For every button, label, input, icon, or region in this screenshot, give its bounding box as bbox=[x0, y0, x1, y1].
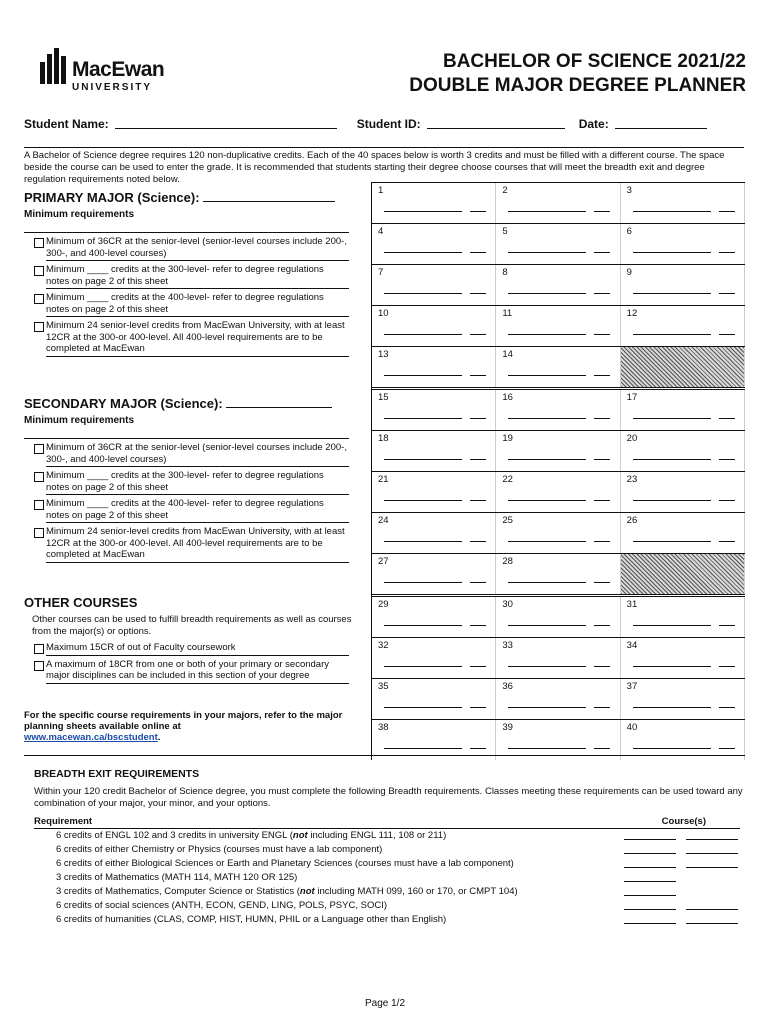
course-field[interactable] bbox=[633, 625, 711, 626]
req-item[interactable]: Minimum 24 senior-level credits from MacEwan University, with at least 12CR at the 300-or 400-level. All 400-level requirements are to be completed at MacEwan bbox=[24, 526, 349, 563]
course-row bbox=[372, 223, 745, 264]
grade-field[interactable] bbox=[594, 293, 610, 294]
grade-field[interactable] bbox=[594, 707, 610, 708]
course-entry-field[interactable] bbox=[686, 899, 738, 913]
grade-field[interactable] bbox=[719, 666, 735, 667]
requirement-header: Requirement bbox=[34, 816, 93, 827]
course-field[interactable] bbox=[633, 252, 711, 253]
course-slot[interactable] bbox=[496, 347, 620, 387]
breadth-section bbox=[24, 755, 745, 927]
course-field[interactable] bbox=[508, 375, 586, 376]
course-field[interactable] bbox=[508, 748, 586, 749]
breadth-row bbox=[34, 843, 740, 857]
breadth-title: BREADTH EXIT REQUIREMENTS bbox=[34, 768, 200, 780]
course-slot[interactable] bbox=[496, 638, 620, 678]
checkbox[interactable] bbox=[34, 644, 44, 654]
course-slot[interactable] bbox=[372, 679, 496, 719]
course-slot[interactable] bbox=[372, 183, 496, 223]
other-courses-desc: Other courses can be used to fulfill breadth requirements as well as courses from the major(s) or options. bbox=[32, 614, 352, 637]
course-slot[interactable] bbox=[496, 720, 620, 760]
logo-bars-icon bbox=[40, 48, 66, 84]
grade-field[interactable] bbox=[470, 625, 486, 626]
breadth-row bbox=[34, 829, 740, 843]
breadth-row bbox=[34, 871, 740, 885]
slot-number: 37 bbox=[626, 681, 638, 692]
course-slot[interactable] bbox=[621, 390, 745, 430]
course-slot[interactable] bbox=[496, 431, 620, 471]
slot-number: 16 bbox=[502, 392, 513, 403]
course-field[interactable] bbox=[384, 375, 462, 376]
course-entry-field bbox=[686, 871, 738, 885]
grade-field[interactable] bbox=[594, 500, 610, 501]
course-row bbox=[372, 553, 745, 594]
course-row bbox=[372, 471, 745, 512]
course-field[interactable] bbox=[384, 541, 462, 542]
course-slot[interactable] bbox=[372, 306, 496, 346]
checkbox[interactable] bbox=[34, 661, 44, 671]
grade-field[interactable] bbox=[594, 666, 610, 667]
grade-field[interactable] bbox=[719, 625, 735, 626]
breadth-requirement: 3 credits of Mathematics (MATH 114, MATH 120 OR 125) bbox=[56, 872, 298, 883]
breadth-requirement: 6 credits of either Chemistry or Physics (courses must have a lab component) bbox=[56, 844, 383, 855]
breadth-requirement: 3 credits of Mathematics, Computer Science or Statistics (not including MATH 099, 160 or 170, or CMPT 104) bbox=[56, 886, 518, 897]
course-field[interactable] bbox=[384, 293, 462, 294]
course-row bbox=[372, 678, 745, 719]
grade-field[interactable] bbox=[719, 541, 735, 542]
secondary-major-title: SECONDARY MAJOR (Science): bbox=[24, 396, 369, 411]
course-slot[interactable] bbox=[621, 472, 745, 512]
grade-field[interactable] bbox=[594, 334, 610, 335]
course-slot[interactable] bbox=[496, 554, 620, 594]
course-row bbox=[372, 389, 745, 430]
course-field[interactable] bbox=[508, 418, 586, 419]
slot-number: 1 bbox=[378, 185, 384, 196]
course-slot[interactable] bbox=[621, 513, 745, 553]
course-slot[interactable] bbox=[496, 390, 620, 430]
course-field[interactable] bbox=[633, 293, 711, 294]
course-row bbox=[372, 719, 745, 760]
slot-number: 4 bbox=[378, 226, 384, 237]
course-slot[interactable] bbox=[621, 679, 745, 719]
course-field[interactable] bbox=[508, 211, 586, 212]
grade-field[interactable] bbox=[470, 707, 486, 708]
slot-number: 36 bbox=[502, 681, 513, 692]
slot-number: 26 bbox=[626, 515, 638, 526]
course-field[interactable] bbox=[633, 211, 711, 212]
slot-number: 17 bbox=[626, 392, 638, 403]
slot-number: 14 bbox=[502, 349, 513, 360]
page-title bbox=[409, 50, 746, 98]
courses-header: Course(s) bbox=[661, 816, 706, 827]
slot-number: 32 bbox=[378, 640, 389, 651]
breadth-row bbox=[34, 899, 740, 913]
grade-field[interactable] bbox=[470, 666, 486, 667]
slot-number: 5 bbox=[502, 226, 508, 237]
course-slot[interactable] bbox=[621, 265, 745, 305]
course-field[interactable] bbox=[384, 625, 462, 626]
checkbox[interactable] bbox=[34, 472, 44, 482]
course-field[interactable] bbox=[384, 252, 462, 253]
course-field[interactable] bbox=[384, 582, 462, 583]
course-field[interactable] bbox=[384, 418, 462, 419]
course-slot[interactable] bbox=[496, 183, 620, 223]
breadth-requirement: 6 credits of social sciences (ANTH, ECON, GEND, LING, POLS, PSYC, SOCI) bbox=[56, 900, 388, 911]
intro-text: A Bachelor of Science degree requires 120 non-duplicative credits. Each of the 40 spaces below is worth 3 credits and must be filled with a different course. The space beside the course can be used to enter the grade. It is recommended that students starting their degree choose courses that will meet the breadth exit and degree regulation requirements noted below. bbox=[24, 147, 744, 186]
other-courses-section bbox=[24, 595, 369, 743]
grade-field[interactable] bbox=[470, 252, 486, 253]
grade-field[interactable] bbox=[719, 748, 735, 749]
course-field[interactable] bbox=[633, 666, 711, 667]
course-field[interactable] bbox=[384, 334, 462, 335]
checkbox[interactable] bbox=[34, 528, 44, 538]
title-line-1: BACHELOR OF SCIENCE 2021/22 bbox=[442, 51, 746, 72]
secondary-min-req-label: Minimum requirements bbox=[24, 415, 135, 426]
course-slot[interactable] bbox=[372, 720, 496, 760]
course-field[interactable] bbox=[384, 459, 462, 460]
breadth-row bbox=[34, 913, 740, 927]
course-slot[interactable] bbox=[621, 183, 745, 223]
breadth-table bbox=[34, 816, 740, 927]
slot-number: 34 bbox=[626, 640, 638, 651]
course-field[interactable] bbox=[384, 500, 462, 501]
course-row bbox=[372, 305, 745, 346]
course-slot[interactable] bbox=[621, 431, 745, 471]
course-field[interactable] bbox=[384, 707, 462, 708]
course-field[interactable] bbox=[508, 625, 586, 626]
grade-field[interactable] bbox=[470, 541, 486, 542]
course-field[interactable] bbox=[633, 334, 711, 335]
course-row bbox=[372, 430, 745, 471]
course-slot[interactable] bbox=[496, 513, 620, 553]
course-entry-field[interactable] bbox=[686, 843, 738, 857]
breadth-requirement: 6 credits of humanities (CLAS, COMP, HIST, HUMN, PHIL or a Language other than English) bbox=[56, 914, 447, 925]
req-item[interactable]: Minimum ____ credits at the 400-level- refer to degree regulations notes on page 2 of this sheet bbox=[24, 498, 349, 523]
slot-number: 20 bbox=[626, 433, 638, 444]
req-item[interactable]: Minimum of 36CR at the senior-level (senior-level courses include 200-, 300-, and 400-level courses) bbox=[24, 442, 349, 467]
grade-field[interactable] bbox=[719, 293, 735, 294]
course-slot[interactable] bbox=[496, 306, 620, 346]
course-slot[interactable] bbox=[621, 306, 745, 346]
course-entry-field[interactable] bbox=[624, 857, 676, 871]
primary-major-title: PRIMARY MAJOR (Science): bbox=[24, 190, 369, 205]
date-label: Date: bbox=[578, 117, 609, 131]
checkbox[interactable] bbox=[34, 294, 44, 304]
course-field[interactable] bbox=[633, 500, 711, 501]
course-field[interactable] bbox=[508, 666, 586, 667]
student-name-label: Student Name: bbox=[24, 117, 109, 131]
slot-number: 6 bbox=[626, 226, 632, 237]
grade-field[interactable] bbox=[470, 334, 486, 335]
breadth-requirement: 6 credits of either Biological Sciences or Earth and Planetary Sciences (courses must have a lab component) bbox=[56, 858, 514, 869]
primary-req-list bbox=[24, 232, 349, 357]
course-field[interactable] bbox=[508, 334, 586, 335]
slot-number: 18 bbox=[378, 433, 389, 444]
course-slot[interactable] bbox=[372, 472, 496, 512]
date-field[interactable] bbox=[615, 117, 707, 129]
grade-field[interactable] bbox=[470, 748, 486, 749]
slot-number: 13 bbox=[378, 349, 389, 360]
slot-number: 9 bbox=[626, 267, 632, 278]
macewan-logo bbox=[40, 48, 200, 96]
course-entry-field bbox=[686, 885, 738, 899]
course-slot[interactable] bbox=[496, 224, 620, 264]
grade-field[interactable] bbox=[719, 334, 735, 335]
course-field[interactable] bbox=[508, 541, 586, 542]
course-field[interactable] bbox=[384, 211, 462, 212]
grade-field[interactable] bbox=[470, 211, 486, 212]
course-field[interactable] bbox=[633, 748, 711, 749]
req-item[interactable]: A maximum of 18CR from one or both of your primary or secondary major disciplines can be included in this section of your degree bbox=[24, 659, 349, 684]
secondary-req-list bbox=[24, 438, 349, 563]
course-field[interactable] bbox=[508, 582, 586, 583]
checkbox[interactable] bbox=[34, 266, 44, 276]
primary-major-field[interactable] bbox=[203, 190, 335, 202]
course-slot[interactable] bbox=[372, 224, 496, 264]
grade-field[interactable] bbox=[470, 375, 486, 376]
course-field[interactable] bbox=[508, 252, 586, 253]
course-slot[interactable] bbox=[372, 513, 496, 553]
checkbox[interactable] bbox=[34, 238, 44, 248]
slot-number: 24 bbox=[378, 515, 389, 526]
course-entry-field[interactable] bbox=[686, 913, 738, 927]
req-item[interactable]: Minimum ____ credits at the 400-level- refer to degree regulations notes on page 2 of this sheet bbox=[24, 292, 349, 317]
student-info-row bbox=[24, 117, 744, 131]
slot-number: 22 bbox=[502, 474, 513, 485]
slot-number: 38 bbox=[378, 722, 389, 733]
grade-field[interactable] bbox=[594, 582, 610, 583]
course-field[interactable] bbox=[633, 541, 711, 542]
other-courses-title: OTHER COURSES bbox=[24, 595, 138, 610]
grade-field[interactable] bbox=[594, 748, 610, 749]
course-slot[interactable] bbox=[372, 597, 496, 637]
grade-field[interactable] bbox=[470, 418, 486, 419]
unused-slot bbox=[621, 554, 745, 594]
grade-field[interactable] bbox=[594, 625, 610, 626]
course-slot[interactable] bbox=[496, 597, 620, 637]
course-slot[interactable] bbox=[372, 390, 496, 430]
course-row bbox=[372, 596, 745, 637]
slot-number: 29 bbox=[378, 599, 389, 610]
grade-field[interactable] bbox=[470, 293, 486, 294]
grade-field[interactable] bbox=[719, 252, 735, 253]
course-row bbox=[372, 346, 745, 387]
req-item[interactable]: Minimum 24 senior-level credits from MacEwan University, with at least 12CR at the 300-or 400-level. All 400-level requirements are to be completed at MacEwan bbox=[24, 320, 349, 357]
logo-name: MacEwan bbox=[72, 58, 165, 81]
course-row bbox=[372, 182, 745, 223]
slot-number: 11 bbox=[502, 308, 513, 319]
course-field[interactable] bbox=[633, 707, 711, 708]
student-id-label: Student ID: bbox=[356, 117, 421, 131]
course-slot[interactable] bbox=[621, 720, 745, 760]
course-field[interactable] bbox=[633, 459, 711, 460]
course-entry-field[interactable] bbox=[624, 913, 676, 927]
course-entry-field[interactable] bbox=[624, 899, 676, 913]
course-slot[interactable] bbox=[621, 638, 745, 678]
grade-field[interactable] bbox=[719, 418, 735, 419]
slot-number: 25 bbox=[502, 515, 513, 526]
slot-number: 27 bbox=[378, 556, 389, 567]
course-grid bbox=[371, 182, 745, 760]
breadth-requirement: 6 credits of ENGL 102 and 3 credits in university ENGL (not including ENGL 111, 108 or 211) bbox=[56, 830, 447, 841]
slot-number: 8 bbox=[502, 267, 508, 278]
other-req-list bbox=[24, 642, 349, 684]
course-field[interactable] bbox=[508, 707, 586, 708]
breadth-row bbox=[34, 885, 740, 899]
slot-number: 40 bbox=[626, 722, 638, 733]
slot-number: 30 bbox=[502, 599, 513, 610]
slot-number: 7 bbox=[378, 267, 384, 278]
slot-number: 35 bbox=[378, 681, 389, 692]
slot-number: 21 bbox=[378, 474, 389, 485]
page-number: Page 1/2 bbox=[364, 998, 406, 1009]
unused-slot bbox=[621, 347, 745, 387]
course-entry-field[interactable] bbox=[624, 829, 676, 843]
primary-major-section bbox=[24, 190, 369, 357]
slot-number: 31 bbox=[626, 599, 638, 610]
breadth-desc: Within your 120 credit Bachelor of Science degree, you must complete the following Breadth requirements. Classes meeting these requirements can be used toward any combination of your major, your minor, and your options. bbox=[34, 786, 743, 809]
grade-field[interactable] bbox=[470, 459, 486, 460]
grade-field[interactable] bbox=[719, 707, 735, 708]
course-field[interactable] bbox=[384, 748, 462, 749]
title-line-2: DOUBLE MAJOR DEGREE PLANNER bbox=[409, 75, 746, 96]
course-slot[interactable] bbox=[372, 265, 496, 305]
course-slot[interactable] bbox=[372, 638, 496, 678]
slot-number: 3 bbox=[626, 185, 632, 196]
grade-field[interactable] bbox=[470, 582, 486, 583]
breadth-table-header bbox=[34, 816, 740, 829]
course-row bbox=[372, 637, 745, 678]
slot-number: 33 bbox=[502, 640, 513, 651]
grade-field[interactable] bbox=[470, 500, 486, 501]
grade-field[interactable] bbox=[594, 459, 610, 460]
course-slot[interactable] bbox=[372, 347, 496, 387]
course-slot[interactable] bbox=[496, 472, 620, 512]
slot-number: 28 bbox=[502, 556, 513, 567]
course-slot[interactable] bbox=[372, 431, 496, 471]
course-slot[interactable] bbox=[496, 679, 620, 719]
grade-field[interactable] bbox=[719, 459, 735, 460]
slot-number: 2 bbox=[502, 185, 508, 196]
checkbox[interactable] bbox=[34, 322, 44, 332]
course-entry-field[interactable] bbox=[624, 885, 676, 899]
course-field[interactable] bbox=[508, 293, 586, 294]
grade-field[interactable] bbox=[719, 211, 735, 212]
header bbox=[0, 0, 770, 110]
course-field[interactable] bbox=[384, 666, 462, 667]
course-field[interactable] bbox=[633, 418, 711, 419]
req-item[interactable]: Minimum ____ credits at the 300-level- refer to degree regulations notes on page 2 of this sheet bbox=[24, 470, 349, 495]
course-entry-field[interactable] bbox=[624, 871, 676, 885]
grade-field[interactable] bbox=[594, 375, 610, 376]
req-item[interactable]: Minimum of 36CR at the senior-level (senior-level courses include 200-, 300-, and 400-level courses) bbox=[24, 236, 349, 261]
course-field[interactable] bbox=[508, 459, 586, 460]
logo-sub: UNIVERSITY bbox=[72, 82, 153, 93]
course-row bbox=[372, 264, 745, 305]
course-slot[interactable] bbox=[621, 597, 745, 637]
course-slot[interactable] bbox=[372, 554, 496, 594]
primary-min-req-label: Minimum requirements bbox=[24, 209, 135, 220]
course-entry-field[interactable] bbox=[686, 857, 738, 871]
grade-field[interactable] bbox=[719, 500, 735, 501]
slot-number: 39 bbox=[502, 722, 513, 733]
slot-number: 19 bbox=[502, 433, 513, 444]
course-slot[interactable] bbox=[621, 224, 745, 264]
student-name-field[interactable] bbox=[115, 117, 337, 129]
checkbox[interactable] bbox=[34, 444, 44, 454]
slot-number: 10 bbox=[378, 308, 389, 319]
secondary-major-field[interactable] bbox=[226, 396, 332, 408]
grade-field[interactable] bbox=[594, 211, 610, 212]
bscstudent-link[interactable]: www.macewan.ca/bscstudent bbox=[24, 731, 158, 743]
breadth-rows bbox=[34, 829, 740, 927]
breadth-row bbox=[34, 857, 740, 871]
slot-number: 15 bbox=[378, 392, 389, 403]
course-entry-field[interactable] bbox=[624, 843, 676, 857]
grade-field[interactable] bbox=[594, 252, 610, 253]
slot-number: 23 bbox=[626, 474, 638, 485]
planning-note: For the specific course requirements in your majors, refer to the major planning sheets available online at www.macewan.ca/bscstudent. bbox=[24, 709, 343, 743]
req-item[interactable]: Maximum 15CR of out of Faculty coursework bbox=[24, 642, 349, 656]
student-id-field[interactable] bbox=[427, 117, 565, 129]
course-row bbox=[372, 512, 745, 553]
course-slot[interactable] bbox=[496, 265, 620, 305]
secondary-major-section bbox=[24, 396, 369, 563]
grade-field[interactable] bbox=[594, 541, 610, 542]
req-item[interactable]: Minimum ____ credits at the 300-level- refer to degree regulations notes on page 2 of this sheet bbox=[24, 264, 349, 289]
course-entry-field[interactable] bbox=[686, 829, 738, 843]
slot-number: 12 bbox=[626, 308, 638, 319]
grade-field[interactable] bbox=[594, 418, 610, 419]
course-field[interactable] bbox=[508, 500, 586, 501]
checkbox[interactable] bbox=[34, 500, 44, 510]
